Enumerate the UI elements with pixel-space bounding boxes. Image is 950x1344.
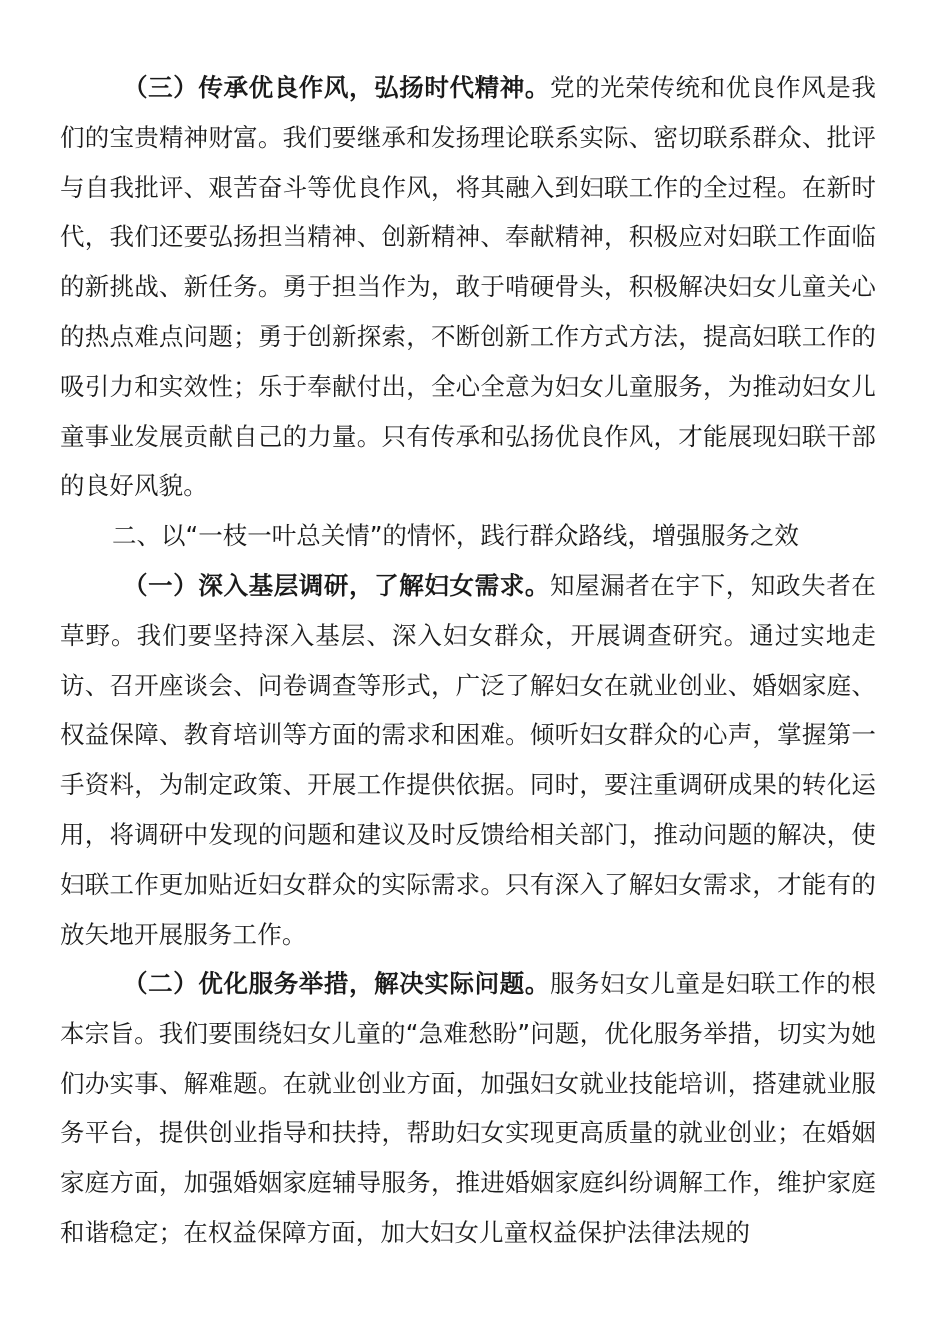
- paragraph-lead-bold: （二）优化服务举措，解决实际问题。: [123, 969, 550, 998]
- paragraph-1-grassroots-research: [60, 561, 876, 959]
- paragraph-2-optimize-services: [60, 959, 876, 1258]
- paragraph-body: 服务妇女儿童是妇联工作的根本宗旨。我们要围绕妇女儿童的“急难愁盼”问题，优化服务举措，切实为她们办实事、解难题。在就业创业方面，加强妇女就业技能培训，搭建就业服务平台，提供创业指导和扶持，帮助妇女实现更高质量的就业创业；在婚姻家庭方面，加强婚姻家庭辅导服务，推进婚姻家庭纠纷调解工作，维护家庭和谐稳定；在权益保障方面，加大妇女儿童权益保护法律法规的: [60, 969, 876, 1247]
- section-heading-2: 二、以“一枝一叶总关情”的情怀，践行群众路线，增强服务之效: [112, 521, 799, 550]
- paragraph-body: 党的光荣传统和优良作风是我们的宝贵精神财富。我们要继承和发扬理论联系实际、密切联系群众、批评与自我批评、艰苦奋斗等优良作风，将其融入到妇联工作的全过程。在新时代，我们还要弘扬担当精神、创新精神、奉献精神，积极应对妇联工作面临的新挑战、新任务。勇于担当作为，敢于啃硬骨头，积极解决妇女儿童关心的热点难点问题；勇于创新探索，不断创新工作方式方法，提高妇联工作的吸引力和实效性；乐于奉献付出，全心全意为妇女儿童服务，为推动妇女儿童事业发展贡献自己的力量。只有传承和弘扬优良作风，才能展现妇联干部的良好风貌。: [60, 73, 876, 501]
- paragraph-lead-bold: （一）深入基层调研，了解妇女需求。: [123, 571, 550, 600]
- paragraph-lead-bold: （三）传承优良作风，弘扬时代精神。: [123, 73, 550, 102]
- paragraph-body: 知屋漏者在宇下，知政失者在草野。我们要坚持深入基层、深入妇女群众，开展调查研究。通过实地走访、召开座谈会、问卷调查等形式，广泛了解妇女在就业创业、婚姻家庭、权益保障、教育培训等方面的需求和困难。倾听妇女群众的心声，掌握第一手资料，为制定政策、开展工作提供依据。同时，要注重调研成果的转化运用，将调研中发现的问题和建议及时反馈给相关部门，推动问题的解决，使妇联工作更加贴近妇女群众的实际需求。只有深入了解妇女需求，才能有的放矢地开展服务工作。: [60, 571, 876, 949]
- paragraph-3-heritage-style: [60, 63, 876, 511]
